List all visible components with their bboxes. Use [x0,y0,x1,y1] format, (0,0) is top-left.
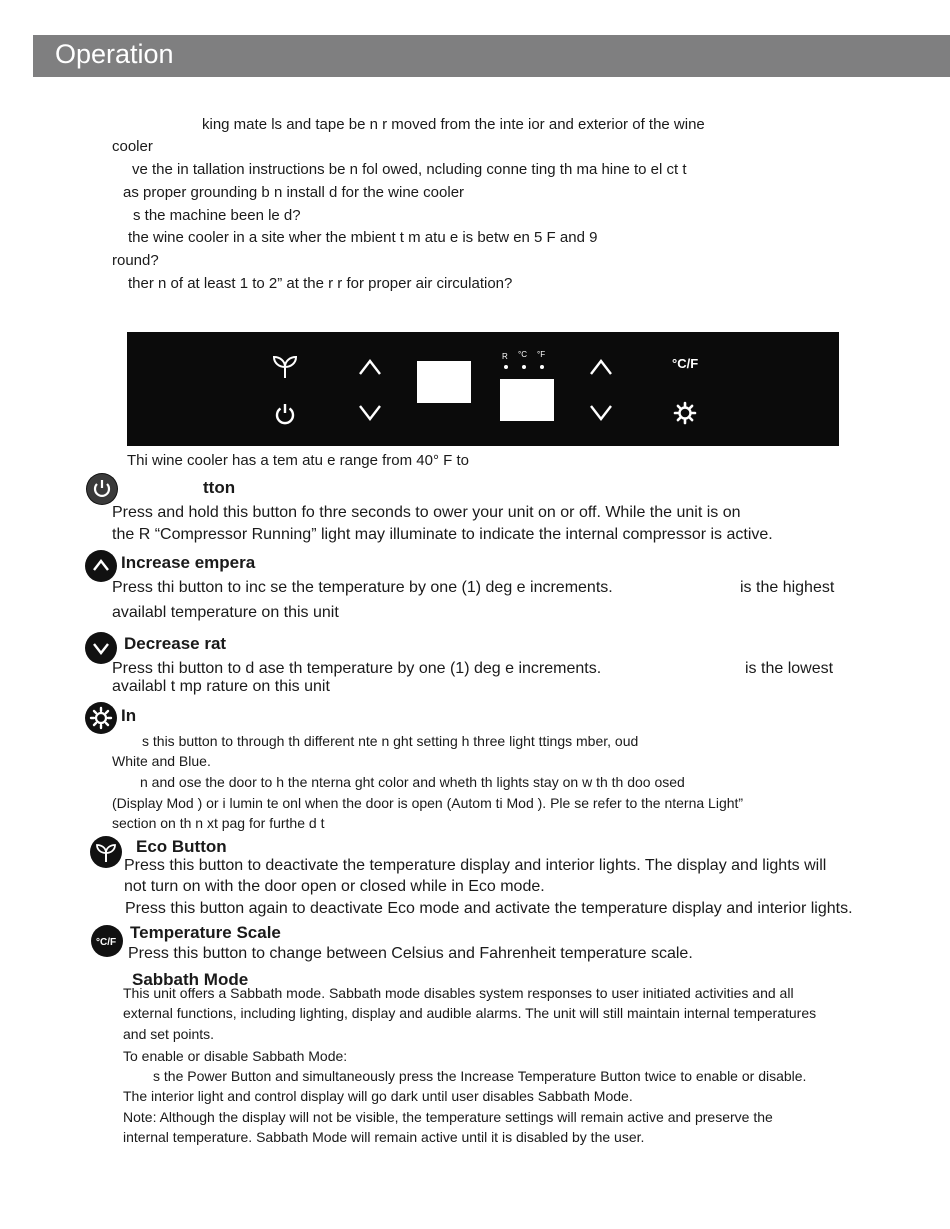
light-description-line: section on th n xt pag for furthe d t [112,815,325,831]
sabbath-mode-heading: Sabbath Mode [132,970,249,989]
scale-description-line: Press this button to change between Celsius and Fahrenheit temperature scale. [128,945,693,962]
checklist-line: king mate ls and tape be n r moved from the inte ior and exterior of the wine [202,116,705,133]
checklist-line: s the machine been le d? [133,207,301,224]
power-icon [86,473,118,505]
svg-text:°C/F: °C/F [96,937,117,948]
fahrenheit-indicator-dot [540,365,544,369]
checklist-line: cooler [112,138,153,155]
chevron-up-icon [358,358,382,376]
checklist-line: the wine cooler in a site wher the mbient t m atu e is betw en 5 F and 9 [128,229,598,246]
decrease-description-line: Press thi button to d ase th temperature by one (1) deg e increments. [112,660,602,677]
temperature-scale-heading: Temperature Scale [130,923,281,942]
decrease-description-line: availabl t mp rature on this unit [112,678,330,695]
checklist-line: round? [112,252,159,269]
chevron-down-icon [358,404,382,422]
power-icon [273,402,297,426]
power-button-heading: tton [203,478,236,497]
power-description-line: the R “Compressor Running” light may illuminate to indicate the internal compressor is active. [112,526,773,543]
sabbath-description-line: Note: Although the display will not be visible, the temperature settings will remain active and preserve the [123,1109,773,1125]
page-title: Operation [55,39,174,69]
sabbath-description-line: internal temperature. Sabbath Mode will remain active until it is disabled by the user. [123,1129,645,1145]
eco-description-line: Press this button to deactivate the temperature display and interior lights. The display and lights will [124,857,827,874]
decrease-description-line: is the lowest [745,660,834,677]
checklist-line: ther n of at least 1 to 2” at the r r for proper air circulation? [128,275,513,292]
gear-icon [673,401,697,425]
eco-description-line: not turn on with the door open or closed while in Eco mode. [124,878,545,895]
eco-description-line: Press this button again to deactivate Eco mode and activate the temperature display and interior lights. [125,900,853,917]
power-description-line: Press and hold this button fo thre seconds to ower your unit on or off. While the unit is on [112,504,741,521]
chevron-up-icon [589,358,613,376]
eco-leaf-icon [90,836,122,868]
compressor-indicator-dot [504,365,508,369]
section-header-bar [33,35,950,77]
temperature-scale-icon: °C/F [672,356,699,371]
temperature-display-right [500,379,554,421]
light-description-line: s this button to through th different nte n ght setting h three light ttings mber, oud [142,733,639,749]
range-note: Thi wine cooler has a tem atu e range from 40° F to [127,452,469,469]
sabbath-description-line: s the Power Button and simultaneously press the Increase Temperature Button twice to enable or disable. [153,1068,807,1084]
eco-leaf-icon [271,354,299,380]
checklist-line: as proper grounding b n install d for the wine cooler [123,184,465,201]
temperature-display-left [417,361,471,403]
temperature-scale-icon [91,925,123,957]
gear-icon [85,702,117,734]
light-description-line: (Display Mod ) or i lumin te onl when the door is open (Autom ti Mod ). Ple se refer to the nterna Light” [112,795,744,811]
sabbath-description-line: The interior light and control display will go dark until user disables Sabbath Mode. [123,1088,633,1104]
compressor-indicator-label: R [502,352,508,361]
sabbath-description-line: To enable or disable Sabbath Mode: [123,1048,348,1064]
interior-light-heading: In [121,706,137,725]
increase-temperature-heading: Increase empera [121,553,256,572]
light-description-line: White and Blue. [112,753,211,769]
chevron-down-icon [589,404,613,422]
increase-description-line: is the highest [740,579,835,596]
light-description-line: n and ose the door to h the nterna ght color and wheth th lights stay on w th th doo osed [140,774,685,790]
decrease-temperature-heading: Decrease rat [124,634,227,653]
increase-description-line: Press thi button to inc se the temperature by one (1) deg e increments. [112,579,613,596]
fahrenheit-indicator-label: °F [537,350,546,359]
chevron-up-icon [85,550,117,582]
control-panel-image [127,332,839,446]
sabbath-description-line: and set points. [123,1026,215,1042]
sabbath-description-line: external functions, including lighting, display and audible alarms. The unit will still maintain internal temperatures [123,1005,817,1021]
eco-button-heading: Eco Button [136,837,227,856]
celsius-indicator-dot [522,365,526,369]
celsius-indicator-label: °C [518,350,527,359]
increase-description-line: availabl temperature on this unit [112,604,339,621]
sabbath-description-line: This unit offers a Sabbath mode. Sabbath mode disables system responses to user initiated activities and all [123,985,794,1001]
checklist-line: ve the in tallation instructions be n fol owed, ncluding conne ting th ma hine to el ct t [132,161,687,178]
